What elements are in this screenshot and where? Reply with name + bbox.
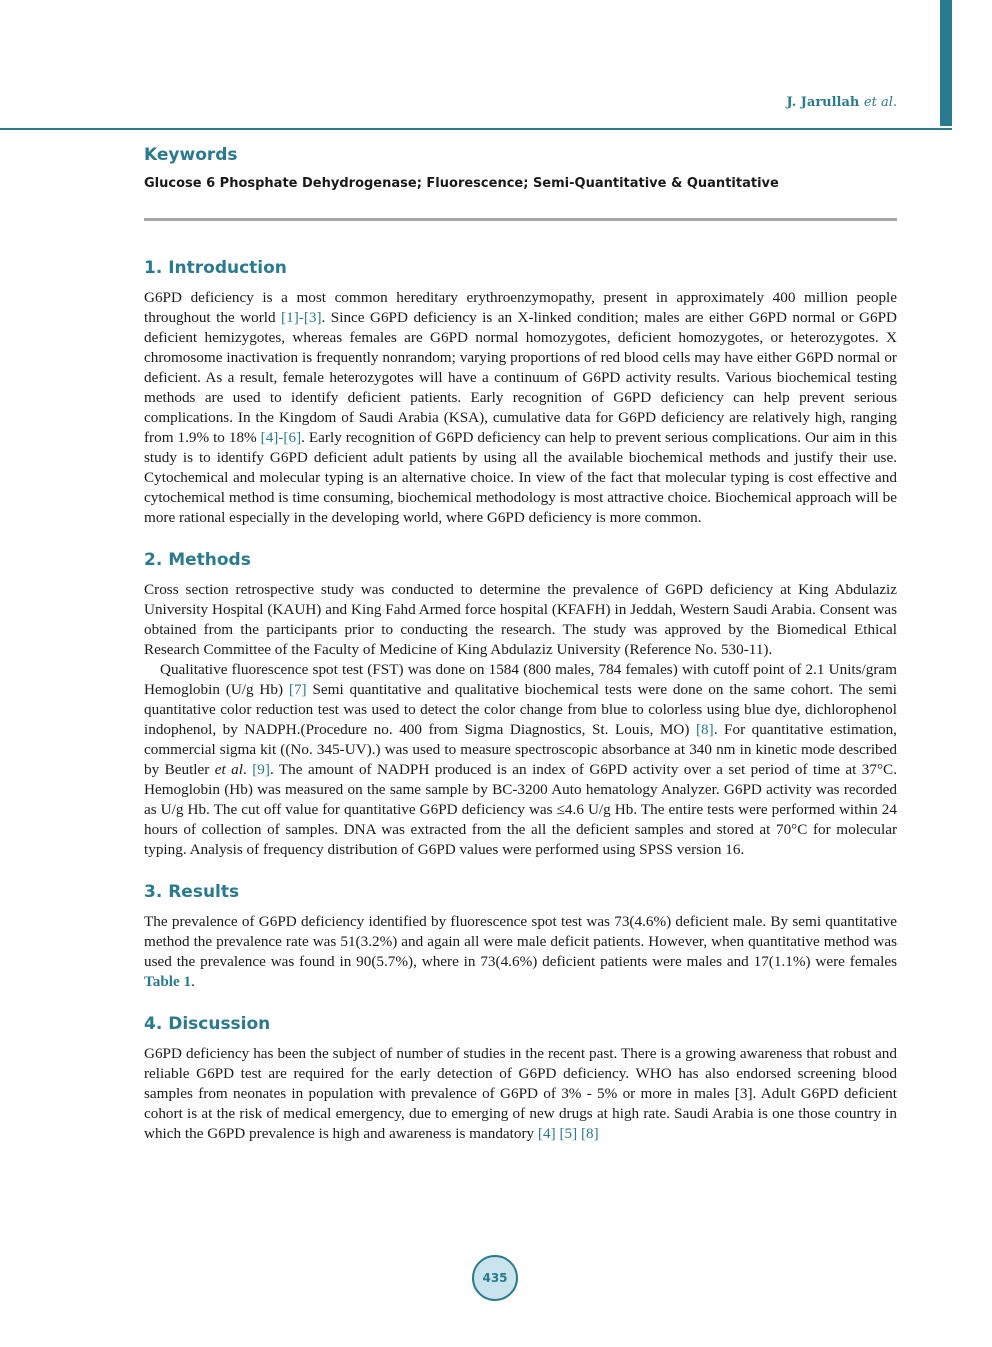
header-rule [0,128,952,130]
text-run: The prevalence of G6PD deficiency identified by fluorescence spot test was 73(4.6%) deficient male. By semi quantitative method the prevalence rate was 51(3.2%) and again all were male deficit patients. However, when quantitative method was used the prevalence was found in 90(5.7%), where in 73(4.6%) deficient patients were males and 17(1.1%) were females [144,913,897,970]
running-head-etal: et al. [863,95,897,110]
text-run: . The amount of NADPH produced is an index of G6PD activity over a set period of time at 37°C. Hemoglobin (Hb) was measured on the same sample by BC-3200 Auto hematology Analyzer. G6PD activity was recorded as U/g Hb. The cut off value for quantitative G6PD deficiency was ≤4.6 U/g Hb. The entire tests were performed within 24 hours of collection of samples. DNA was extracted from the all the deficient samples and stored at 70°C for molecular typing. Analysis of frequency distribution of G6PD values were performed using SPSS version 16. [144,761,897,858]
discussion-heading: 4. Discussion [144,1014,271,1034]
text-run: Qualitative fluorescence spot test (FST) was done on 1584 (800 males, 784 females) with cutoff point of 2.1 Units/gram Hemoglobin (U/g Hb) [144,661,897,698]
page-number-badge [472,1255,518,1301]
table-link[interactable]: Table 1 [144,973,192,990]
section-introduction [144,256,897,528]
methods-paragraph-2 [144,660,897,860]
article-body [144,140,897,1144]
introduction-heading: 1. Introduction [144,258,287,278]
running-head [787,95,897,110]
citation-link[interactable]: [8] [580,1125,599,1142]
results-paragraph [144,912,897,992]
text-run: . [242,761,253,778]
text-run: G6PD deficiency has been the subject of number of studies in the recent past. There is a growing awareness that robust and reliable G6PD test are required for the early detection of G6PD deficiency. WHO has also endorsed screening blood samples from neonates in population with prevalence of G6PD of 3% - 5% or more in males [3]. Adult G6PD deficient cohort is at the risk of medical emergency, due to emerging of new drugs at high rate. Saudi Arabia is one those country in which the G6PD prevalence is high and awareness is mandatory [144,1045,897,1142]
section-methods [144,548,897,860]
keywords-text: Glucose 6 Phosphate Dehydrogenase; Fluorescence; Semi-Quantitative & Quantitative [144,176,779,191]
methods-paragraph-1: Cross section retrospective study was conducted to determine the prevalence of G6PD deficiency at King Abdulaziz University Hospital (KAUH) and King Fahd Armed force hospital (KFAFH) in Jeddah, Western Saudi Arabia. Consent was obtained from the participants prior to conducting the research. The study was approved by the Biomedical Ethical Research Committee of the Faculty of Medicine of King Abdulaziz University (Reference No. 530-11). [144,581,897,658]
page-number: 435 [482,1271,508,1285]
text-run: Semi quantitative and qualitative biochemical tests were done on the same cohort. The semi quantitative color reduction test was used to detect the color change from blue to colorless using blue dye, dichlorophenol indophenol, by NADPH.(Procedure no. 400 from Sigma Diagnostics, St. Louis, MO) [144,681,898,738]
text-run: G6PD deficiency is a most common hereditary erythroenzymopathy, present in approximately 400 million people throughout the world [144,289,897,326]
citation-link[interactable]: [4]-[6] [260,429,302,446]
keywords-heading: Keywords [144,145,238,165]
section-discussion [144,1012,897,1144]
text-run: . [191,973,195,990]
text-run-italic: et al [214,761,243,778]
running-head-author: J. Jarullah [786,95,860,110]
citation-link[interactable]: [7] [288,681,307,698]
results-heading: 3. Results [144,882,240,902]
introduction-paragraph [144,288,897,528]
text-run: . Since G6PD deficiency is an X-linked condition; males are either G6PD normal or G6PD deficient hemizygotes, whereas females are G6PD normal homozygotes, deficient homozygotes, or heterozygotes. X chromosome inactivation is frequently nonrandom; varying proportions of red blood cells may have either G6PD normal or deficient. As a result, female heterozygotes will have a continuum of G6PD activity results. Various biochemical testing methods are used to identify deficient patients. Early recognition of G6PD deficiency can help prevent serious complications. In the Kingdom of Saudi Arabia (KSA), cumulative data for G6PD deficiency are relatively high, ranging from 1.9% to 18% [144,309,897,446]
section-results [144,880,897,992]
citation-link[interactable]: [5] [559,1125,578,1142]
citation-link[interactable]: [8] [695,721,714,738]
methods-heading: 2. Methods [144,550,251,570]
citation-link[interactable]: [4] [537,1125,556,1142]
citation-link[interactable]: [9] [252,761,270,778]
citation-link[interactable]: [1]-[3] [281,309,322,326]
header-accent-bar [940,0,952,126]
discussion-paragraph [144,1044,897,1144]
keywords-divider [144,218,897,221]
text-run: . Early recognition of G6PD deficiency can help to prevent serious complications. Our aim in this study is to identify G6PD deficient adult patients by using all the available biochemical methods and justify their use. Cytochemical and molecular typing is an alternative choice. In view of the fact that molecular typing is cost effective and cytochemical method is time consuming, biochemical methodology is most attractive choice. Biochemical approach will be more rational especially in the developing world, where G6PD deficiency is more common. [144,429,897,526]
text-run: . For quantitative estimation, commercial sigma kit ((No. 345-UV).) was used to measure spectroscopic absorbance at 340 nm in kinetic mode described by Beutler [144,721,897,778]
